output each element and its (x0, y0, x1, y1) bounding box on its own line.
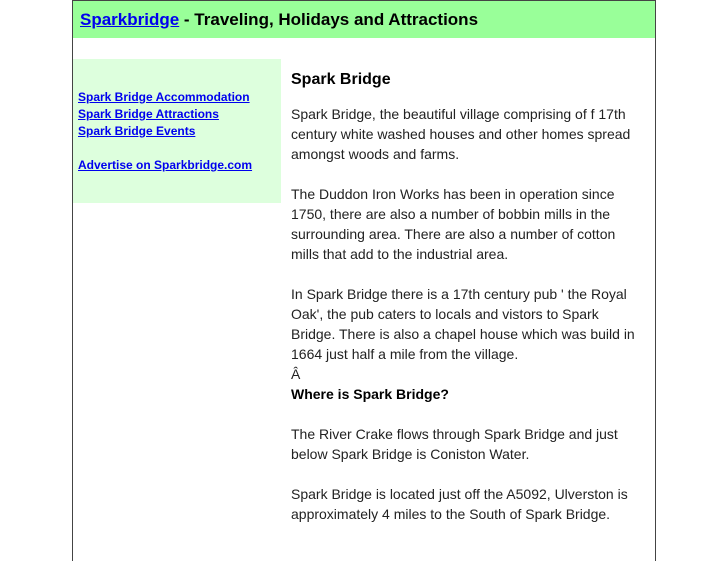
paragraph: In Spark Bridge there is a 17th century pub ' the Royal Oak', the pub caters to locals and vistors to Spark Bridge. There is also a chapel house which was build in 1664 just half a mile from the village. (291, 286, 635, 362)
main-content (291, 69, 643, 544)
site-home-link[interactable]: Sparkbridge (80, 10, 180, 29)
page-title: Spark Bridge (291, 71, 391, 88)
paragraph: The River Crake flows through Spark Bridge and just below Spark Bridge is Coniston Water. (291, 426, 618, 462)
paragraph: Spark Bridge, the beautiful village comprising of f 17th century white washed houses and other homes spread amongst woods and farms. (291, 106, 631, 162)
sidebar-link-events[interactable]: Spark Bridge Events (78, 124, 196, 138)
sidebar-link-attractions[interactable]: Spark Bridge Attractions (78, 107, 219, 121)
header-tagline: - Traveling, Holidays and Attractions (179, 10, 479, 29)
paragraph: Spark Bridge is located just off the A5092, Ulverston is approximately 4 miles to the South of Spark Bridge. (291, 486, 628, 522)
sidebar-link-advertise[interactable]: Advertise on Sparkbridge.com (78, 158, 253, 172)
section-heading: Where is Spark Bridge? (291, 386, 449, 402)
sidebar (73, 59, 281, 203)
stray-character: Â (291, 366, 301, 382)
page-container (72, 0, 656, 561)
paragraph: The Duddon Iron Works has been in operation since 1750, there are also a number of bobbin mills in the surrounding area. There are also a number of cotton mills that add to the industrial area. (291, 186, 616, 262)
header (73, 1, 655, 38)
sidebar-link-accommodation[interactable]: Spark Bridge Accommodation (78, 90, 250, 104)
